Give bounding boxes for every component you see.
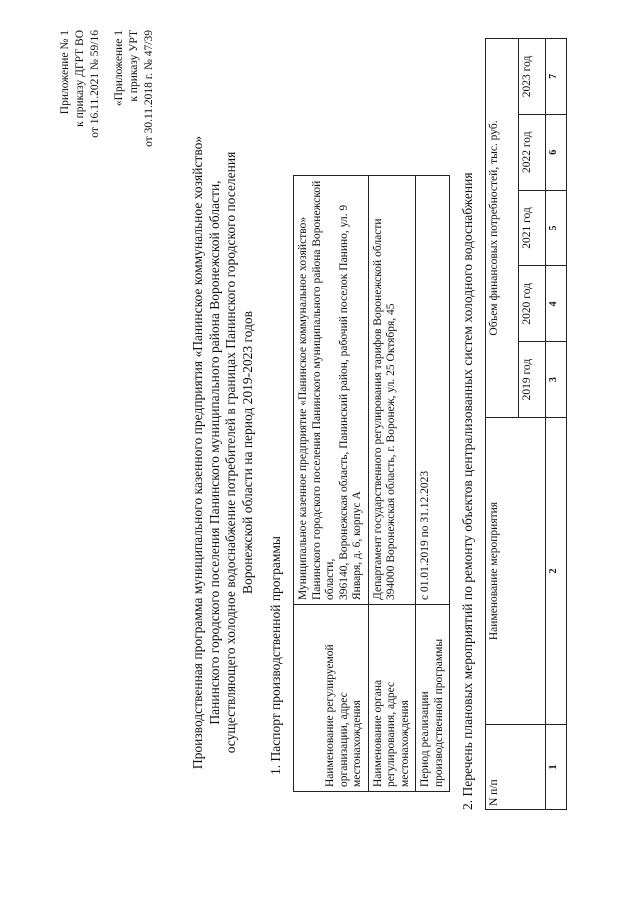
title-line: осуществляющего холодное водоснабжение потребителей в границах Панинского городского поселения <box>223 151 238 754</box>
year-header: 2022 год <box>519 114 546 190</box>
title-line: Производственная программа муниципального казенного предприятия «Панинское коммунальное хозяйство» <box>190 135 205 770</box>
stamp-line: Приложение № 1 <box>59 30 71 115</box>
stamp-line: от 30.11.2018 г. № 47/39 <box>143 30 155 147</box>
document-title <box>190 0 256 905</box>
passport-row-period <box>416 176 450 792</box>
approval-stamp-original <box>112 30 157 147</box>
value-line: Января, д. 6, корпус А <box>351 491 363 600</box>
section2-heading: 2. Перечень плановых мероприятий по ремонту объектов централизованных систем холодного водоснабжения <box>460 172 475 810</box>
value-line: 394000 Воронежская область, г. Воронеж, ул. 25 Октября, 45 <box>385 303 397 600</box>
column-index-row <box>546 39 567 810</box>
value-line: области, <box>324 558 336 600</box>
stamp-line: к приказу ДГРТ ВО <box>74 30 86 127</box>
passport-row-organization <box>294 176 369 792</box>
index-cell: 1 <box>546 725 567 810</box>
repair-plan-table <box>485 38 567 810</box>
passport-label: Наименование органа регулирования, адрес местонахождения <box>368 605 416 792</box>
passport-value <box>416 176 450 605</box>
index-cell: 5 <box>546 190 567 266</box>
title-line: Воронежской области на период 2019-2023 годов <box>239 310 255 595</box>
section1-heading: 1. Паспорт производственной программы <box>268 536 283 775</box>
passport-value <box>294 176 369 605</box>
col-name-header: Наименование мероприятия <box>486 418 546 725</box>
title-line: Панинского городского поселения Панинского муниципального района Воронежской области, <box>206 180 222 725</box>
value-line: Муниципальное казенное предприятие «Панинское коммунальное хозяйство» <box>297 216 309 600</box>
year-header: 2023 год <box>519 39 546 115</box>
index-cell: 6 <box>546 114 567 190</box>
approval-stamp-current <box>58 30 103 138</box>
index-cell: 7 <box>546 39 567 115</box>
year-header: 2021 год <box>519 190 546 266</box>
stamp-line: «Приложение 1 <box>113 30 125 107</box>
passport-table <box>293 175 450 792</box>
col-number-header: N п/п <box>486 725 546 810</box>
passport-label: Наименование регулируемой организации, адрес местонахождения <box>294 605 369 792</box>
header-row <box>486 39 519 810</box>
year-header: 2020 год <box>519 266 546 342</box>
passport-row-regulator <box>368 176 416 792</box>
stamp-line: к приказу УРТ <box>128 30 140 102</box>
stamp-line: от 16.11.2021 № 59/16 <box>89 30 101 138</box>
value-line: с 01.01.2019 по 31.12.2023 <box>419 470 431 600</box>
value-line: Департамент государственного регулирования тарифов Воронежской области <box>371 218 384 600</box>
index-cell: 3 <box>546 342 567 418</box>
index-cell: 2 <box>546 418 567 725</box>
passport-value <box>368 176 416 605</box>
index-cell: 4 <box>546 266 567 342</box>
value-line: 396140, Воронежская область, Панинский район, рабочий поселок Панино, ул. 9 <box>337 204 350 600</box>
year-header: 2019 год <box>519 342 546 418</box>
col-finance-header: Объем финансовых потребностей, тыс. руб. <box>486 39 519 418</box>
value-line: Панинского городского поселения Панинского муниципального района Воронежской <box>310 180 323 600</box>
passport-label: Период реализации производственной программы <box>416 605 450 792</box>
